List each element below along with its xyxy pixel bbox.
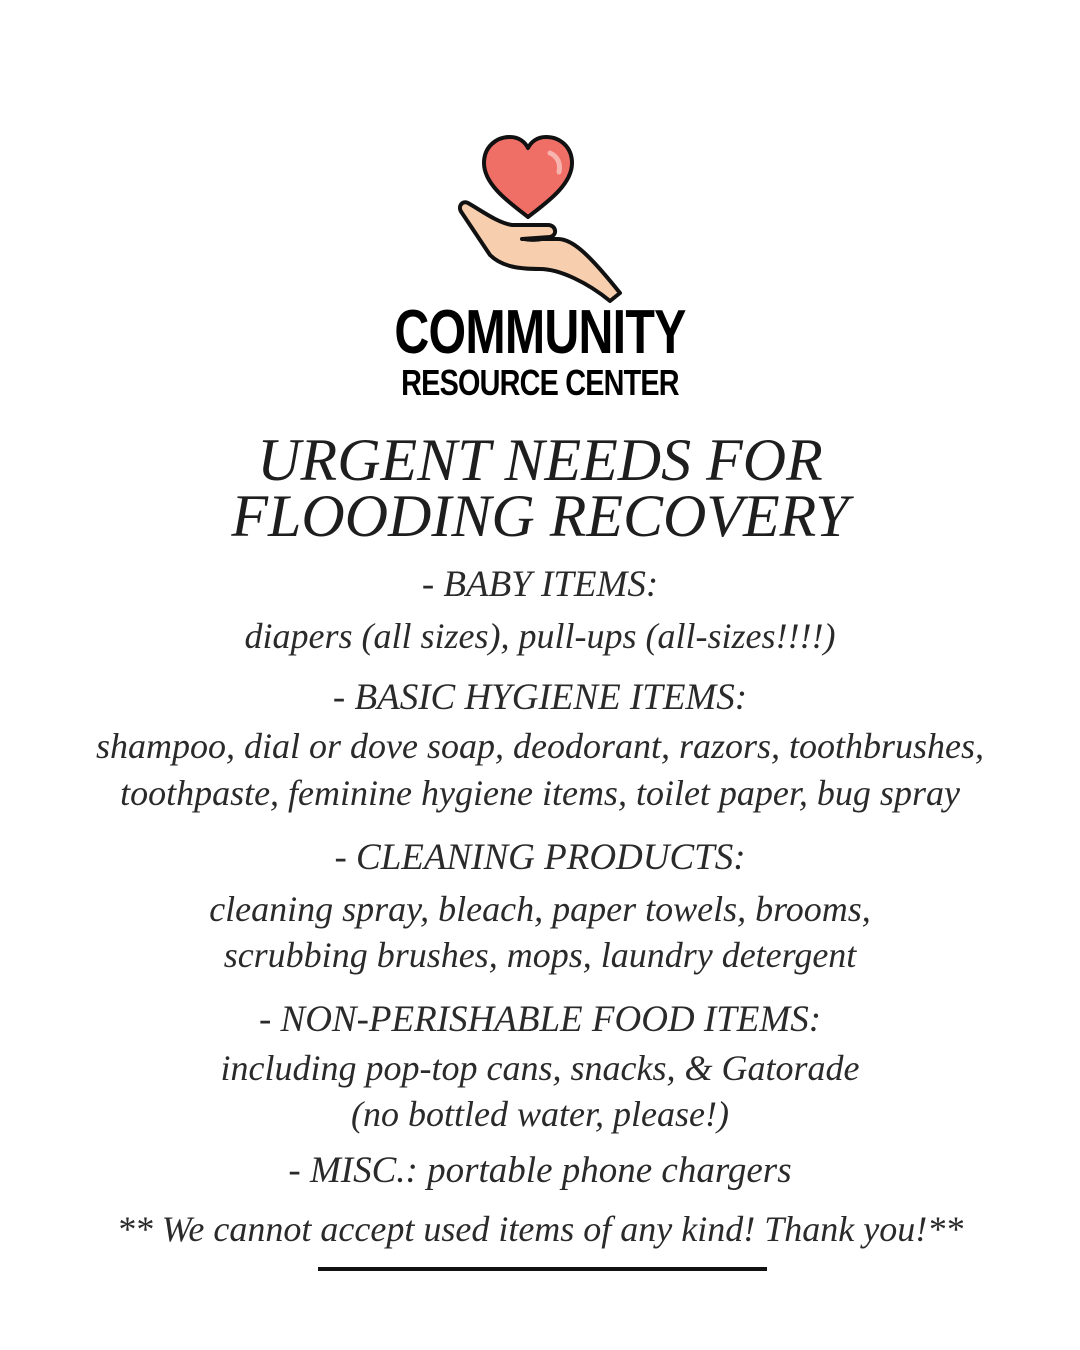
hand-shape bbox=[460, 202, 620, 301]
heart-in-hand-icon bbox=[440, 125, 640, 305]
organization-subtitle: RESOURCE CENTER bbox=[401, 362, 679, 403]
footer-note: ** We cannot accept used items of any kind! Thank you!** bbox=[116, 1209, 964, 1249]
headline-line-2: FLOODING RECOVERY bbox=[231, 483, 849, 549]
heart-shape bbox=[484, 137, 572, 217]
section-misc: - MISC.: portable phone chargers bbox=[288, 1150, 792, 1191]
section-hygiene-items-2: toothpaste, feminine hygiene items, toilet paper, bug spray bbox=[120, 773, 960, 813]
divider bbox=[318, 1267, 767, 1271]
section-food-heading: - NON-PERISHABLE FOOD ITEMS: bbox=[258, 999, 822, 1040]
section-cleaning-items-1: cleaning spray, bleach, paper towels, brooms, bbox=[209, 889, 871, 929]
section-hygiene-heading: - BASIC HYGIENE ITEMS: bbox=[332, 677, 748, 718]
section-baby-items: diapers (all sizes), pull-ups (all-sizes!!!!) bbox=[244, 616, 836, 656]
section-cleaning-items-2: scrubbing brushes, mops, laundry detergent bbox=[223, 935, 857, 975]
organization-name: COMMUNITY bbox=[394, 298, 686, 367]
section-hygiene-items-1: shampoo, dial or dove soap, deodorant, razors, toothbrushes, bbox=[95, 726, 985, 766]
section-food-items-2: (no bottled water, please!) bbox=[351, 1094, 729, 1134]
section-food-items-1: including pop-top cans, snacks, & Gatorade bbox=[220, 1048, 860, 1088]
headline-line-1: URGENT NEEDS FOR bbox=[257, 427, 823, 493]
section-baby-heading: - BABY ITEMS: bbox=[421, 564, 659, 605]
section-cleaning-heading: - CLEANING PRODUCTS: bbox=[334, 837, 746, 878]
